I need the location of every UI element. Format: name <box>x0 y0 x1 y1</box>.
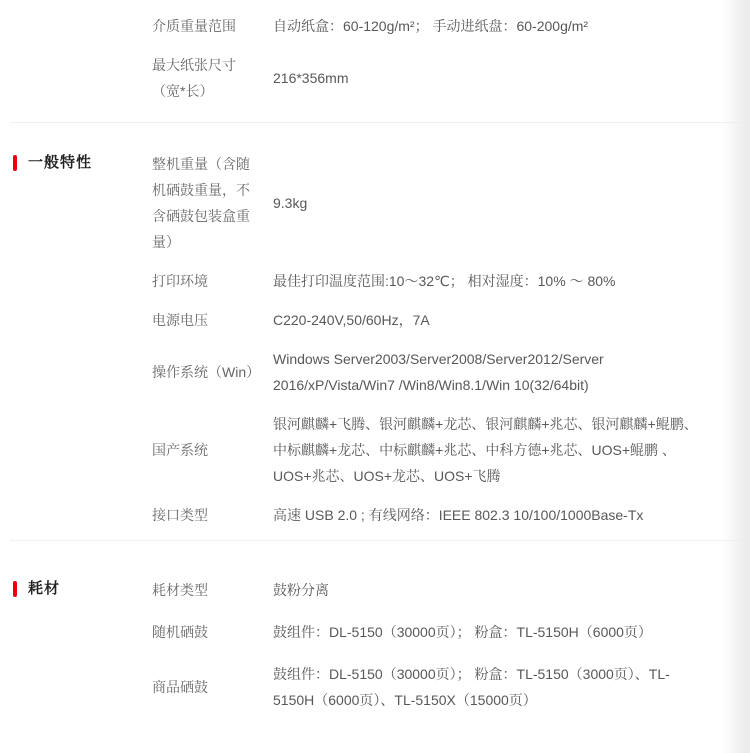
section-title: 耗材 <box>28 580 61 597</box>
spec-row-label: 操作系统（Win） <box>152 364 261 380</box>
spec-row-label: 打印环境 <box>152 273 208 289</box>
spec-row-value: Windows Server2003/Server2008/Server2012/Server 2016/xP/Vista/Win7 /Win8/Win8.1/Win 10(32/64bit) <box>273 351 604 393</box>
spec-row-value: 9.3kg <box>273 195 308 211</box>
spec-row-label: 商品硒鼓 <box>152 679 208 695</box>
spec-section-general <box>0 123 750 540</box>
spec-row <box>152 307 710 333</box>
spec-row-label: 最大纸张尺寸（宽*长） <box>152 57 236 99</box>
spec-row-label: 耗材类型 <box>152 582 208 598</box>
section-title: 一般特性 <box>28 154 93 171</box>
spec-row <box>152 151 710 255</box>
spec-row <box>152 661 710 713</box>
spec-row <box>152 619 710 645</box>
spec-row-value: 鼓组件：DL-5150（30000页）； 粉盒：TL-5150（3000页）、TL-5150H（6000页）、TL-5150X（15000页） <box>273 666 670 708</box>
section-header <box>13 578 60 600</box>
spec-row-label: 国产系统 <box>152 442 208 458</box>
spec-row-value: 自动纸盒：60-120g/m²； 手动进纸盘：60-200g/m² <box>273 18 589 34</box>
spec-section-consumables <box>0 541 750 723</box>
spec-row <box>152 52 710 104</box>
section-marker-bar <box>13 581 17 597</box>
spec-row <box>152 13 710 39</box>
section-header <box>13 152 92 174</box>
spec-row-value: 最佳打印温度范围:10～32℃； 相对湿度：10% ～ 80% <box>273 273 616 289</box>
spec-row-label: 电源电压 <box>152 312 208 328</box>
spec-row-value: 鼓组件：DL-5150（30000页）； 粉盒：TL-5150H（6000页） <box>273 624 652 640</box>
spec-row-value: 银河麒麟+飞腾、银河麒麟+龙芯、银河麒麟+兆芯、银河麒麟+鲲鹏、中标麒麟+龙芯、中标麒麟+兆芯、中科方德+兆芯、UOS+鲲鹏 、UOS+兆芯、UOS+龙芯、UOS+飞腾 <box>273 416 698 484</box>
spec-row <box>152 346 710 398</box>
section-marker-bar <box>13 155 17 171</box>
spec-row-label: 随机硒鼓 <box>152 624 208 640</box>
spec-row-label: 整机重量（含随机硒鼓重量，不含硒鼓包装盒重量） <box>152 156 250 250</box>
spec-row-label: 接口类型 <box>152 507 208 523</box>
spec-row <box>152 577 710 603</box>
spec-row <box>152 268 710 294</box>
spec-row-value: 216*356mm <box>273 70 349 86</box>
spec-row-value: C220-240V,50/60Hz，7A <box>273 312 430 328</box>
spec-row-value: 高速 USB 2.0 ; 有线网络：IEEE 802.3 10/100/1000Base-Tx <box>273 507 644 523</box>
spec-row <box>152 411 710 489</box>
spec-row-label: 介质重量范围 <box>152 18 236 34</box>
spec-row <box>152 502 710 528</box>
spec-row-value: 鼓粉分离 <box>273 582 329 598</box>
spec-section-paper <box>0 0 750 122</box>
